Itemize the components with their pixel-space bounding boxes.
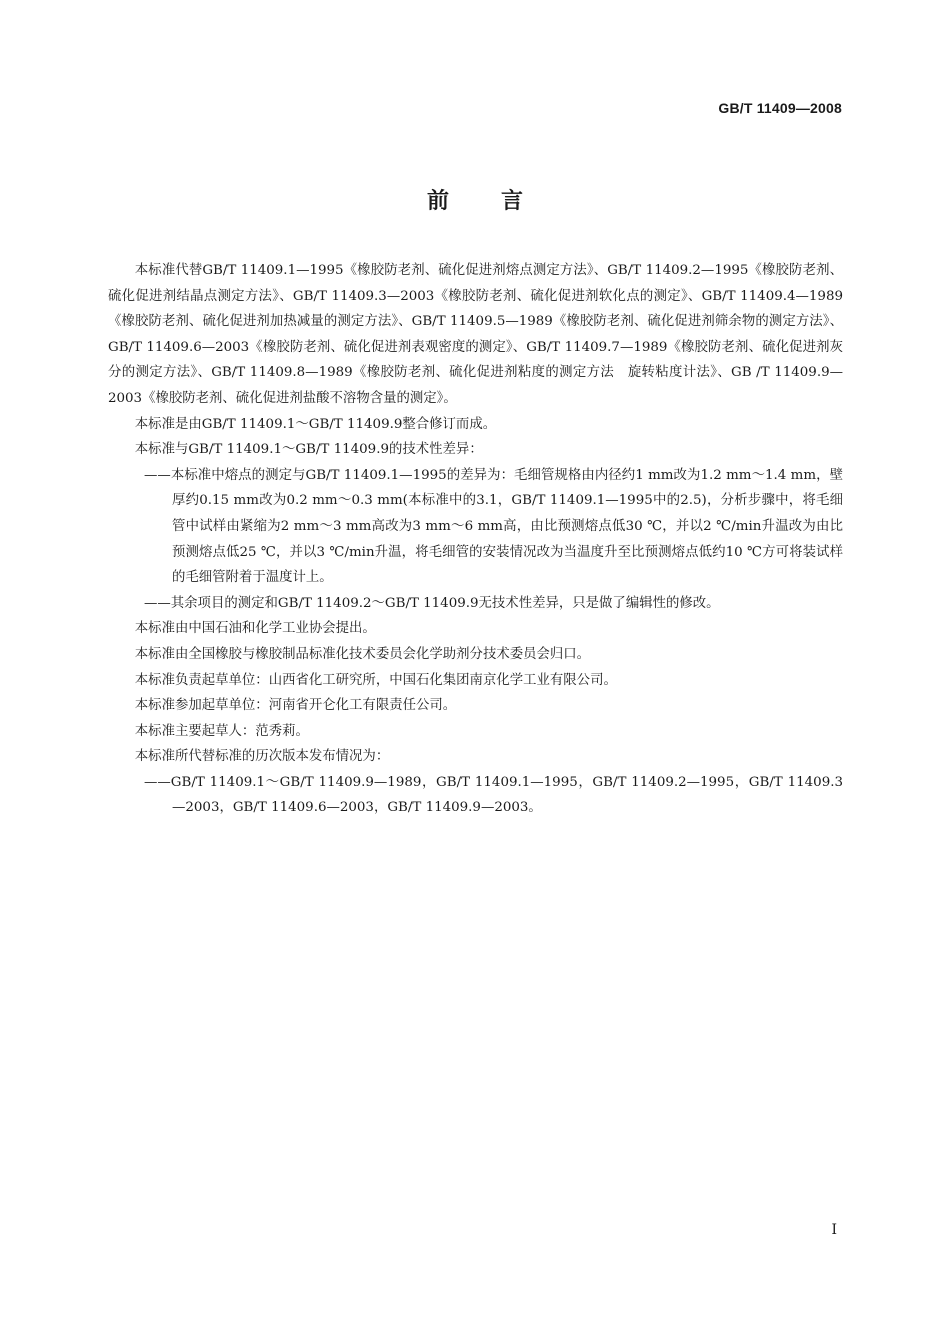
info-administered-by: 本标准由全国橡胶与橡胶制品标准化技术委员会化学助剂分技术委员会归口。 — [134, 646, 591, 662]
paragraph-differences-intro: 本标准与GB/T 11409.1～GB/T 11409.9的技术性差异： — [134, 442, 483, 458]
history-item: ——GB/T 11409.1～GB/T 11409.9—1989，GB/T 11409.1—1995，GB/T 11409.2—1995，GB/T 11409.3—2003，GB/T 11409.6—2003，GB/T 11409.9—2003。 — [144, 774, 843, 816]
difference-item-others: ——其余项目的测定和GB/T 11409.2～GB/T 11409.9无技术性差异，只是做了编辑性的修改。 — [144, 595, 720, 611]
paragraph-integration: 本标准是由GB/T 11409.1～GB/T 11409.9整合修订而成。 — [134, 416, 497, 432]
info-participating-units: 本标准参加起草单位：河南省开仑化工有限责任公司。 — [134, 698, 457, 714]
info-history-intro: 本标准所代替标准的历次版本发布情况为： — [134, 749, 390, 765]
info-proposed-by: 本标准由中国石油和化学工业协会提出。 — [134, 621, 376, 637]
page-number: I — [831, 1222, 837, 1238]
difference-item-melting-point: ——本标准中熔点的测定与GB/T 11409.1—1995的差异为：毛细管规格由内径约1 mm改为1.2 mm～1.4 mm，壁厚约0.15 mm改为0.2 mm～0.3 mm(本标准中的3.1，GB/T 11409.1—1995中的2.5)，分析步骤中，将毛细管中试样由紧缩为2 mm～3 mm高改为3 mm～6 mm高，由比预测熔点低30 ℃，并以2 ℃/min升温改为由比预测熔点低25 ℃，并以3 ℃/min升温，将毛细管的安装情况改为当温度升至比预测熔点低约10 ℃方可将装试样的毛细管附着于温度计上。 — [144, 467, 843, 586]
document-body — [108, 258, 843, 821]
paragraph-replaced-standards: 本标准代替GB/T 11409.1—1995《橡胶防老剂、硫化促进剂熔点测定方法》、GB/T 11409.2—1995《橡胶防老剂、硫化促进剂结晶点测定方法》、GB/T 11409.3—2003《橡胶防老剂、硫化促进剂软化点的测定》、GB/T 11409.4—1989《橡胶防老剂、硫化促进剂加热减量的测定方法》、GB/T 11409.5—1989《橡胶防老剂、硫化促进剂筛余物的测定方法》、GB/T 11409.6—2003《橡胶防老剂、硫化促进剂表观密度的测定》、GB/T 11409.7—1989《橡胶防老剂、硫化促进剂灰分的测定方法》、GB/T 11409.8—1989《橡胶防老剂、硫化促进剂粘度的测定方法 旋转粘度计法》、GB /T 11409.9—2003《橡胶防老剂、硫化促进剂盐酸不溶物含量的测定》。 — [108, 263, 843, 406]
info-main-drafters: 本标准主要起草人：范秀莉。 — [134, 723, 309, 739]
page-title: 前言 — [426, 189, 575, 214]
info-drafting-units: 本标准负责起草单位：山西省化工研究所，中国石化集团南京化学工业有限公司。 — [134, 672, 617, 688]
standard-code-header: GB/T 11409—2008 — [718, 100, 842, 116]
